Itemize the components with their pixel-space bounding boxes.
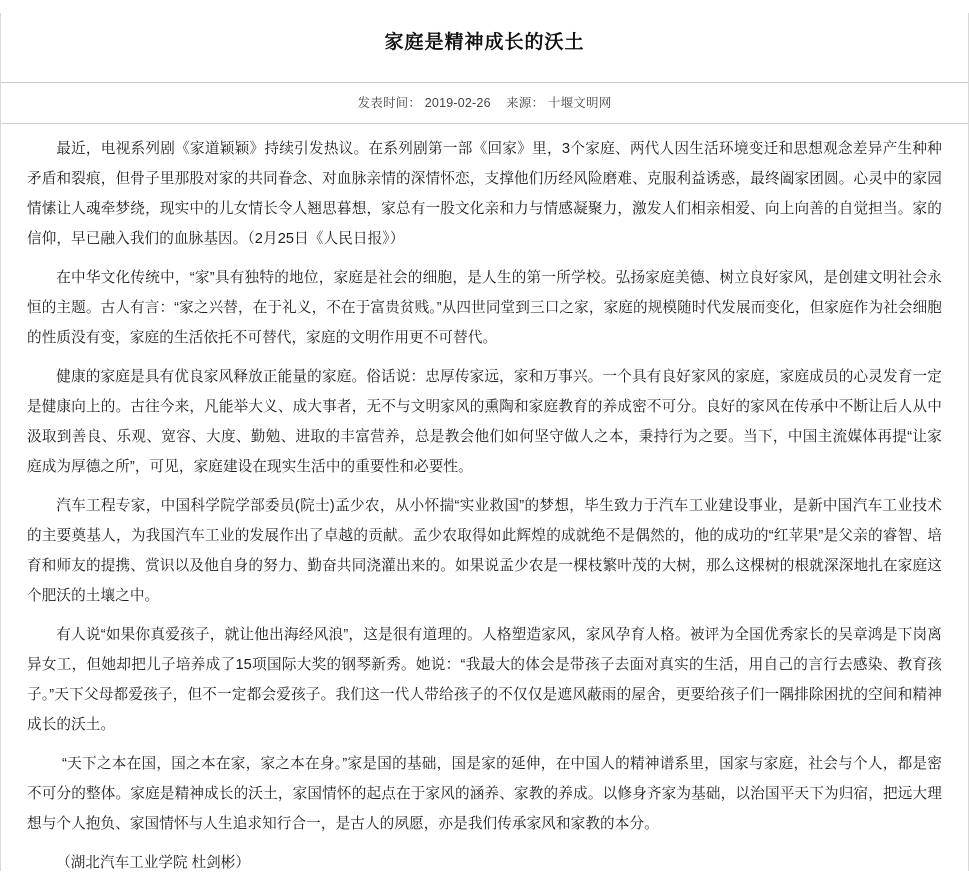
- page-title: 家庭是精神成长的沃土: [384, 31, 585, 53]
- meta-line: [41, 93, 928, 111]
- source-value[interactable]: 十堰文明网: [547, 96, 612, 111]
- article-body: [1, 124, 968, 878]
- article-signature: （湖北汽车工业学院 杜剑彬）: [56, 855, 250, 872]
- paragraph: 在中华文化传统中，“家”具有独特的地位，家庭是社会的细胞，是人生的第一所学校。弘扬家庭美德、树立良好家风，是创建文明社会永恒的主题。古人有言：“家之兴替，在于礼义，不在于富贵贫贱。”从四世同堂到三口之家，家庭的规模随时代发展而变化，但家庭作为社会细胞的性质没有变，家庭的生活依托不可替代，家庭的文明作用更不可替代。: [27, 270, 942, 347]
- source-label: 来源：: [506, 96, 545, 111]
- article-page: [0, 13, 969, 871]
- paragraph: “天下之本在国，国之本在家，家之本在身。”家是国的基础，国是家的延伸，在中国人的精神谱系里，国家与家庭，社会与个人，都是密不可分的整体。家庭是精神成长的沃土，家国情怀的起点在于家风的涵养、家教的养成。以修身齐家为基础，以治国平天下为归宿，把远大理想与个人抱负、家国情怀与人生追求知行合一，是古人的夙愿，亦是我们传承家风和家教的本分。: [27, 756, 942, 833]
- paragraph: 健康的家庭是具有优良家风释放正能量的家庭。俗话说：忠厚传家远，家和万事兴。一个具有良好家风的家庭，家庭成员的心灵发育一定是健康向上的。古往今来，凡能举大义、成大事者，无不与文明家风的熏陶和家庭教育的养成密不可分。良好的家风在传承中不断让后人从中汲取到善良、乐观、宽容、大度、勤勉、进取的丰富营养，总是教会他们如何坚守做人之本，秉持行为之要。当下，中国主流媒体再提“让家庭成为厚德之所”，可见，家庭建设在现实生活中的重要性和必要性。: [27, 369, 942, 476]
- paragraph: 最近，电视系列剧《家道颖颖》持续引发热议。在系列剧第一部《回家》里，3个家庭、两代人因生活环境变迁和思想观念差异产生种种矛盾和裂痕，但骨子里那股对家的共同眷念、对血脉亲情的深情怀恋，支撑他们历经风险磨难、克服利益诱惑，最终阖家团圆。心灵中的家园情愫让人魂牵梦绕，现实中的儿女情长令人翘思暮想，家总有一股文化亲和力与情感凝聚力，激发人们相亲相爱、向上向善的自觉担当。家的信仰，早已融入我们的血脉基因。（2月25日《人民日报》）: [27, 141, 942, 248]
- publish-time-value: 2019-02-26: [424, 96, 491, 111]
- paragraph: 汽车工程专家，中国科学院学部委员(院士)孟少农，从小怀揣“实业救国”的梦想，毕生致力于汽车工业建设事业，是新中国汽车工业技术的主要奠基人，为我国汽车工业的发展作出了卓越的贡献。孟少农取得如此辉煌的成就绝不是偶然的，他的成功的“红苹果”是父亲的睿智、培育和师友的提携、赏识以及他自身的努力、勤奋共同浇灌出来的。如果说孟少农是一棵枝繁叶茂的大树，那么这棵树的根就深深地扎在家庭这个肥沃的土壤之中。: [27, 498, 942, 605]
- article-meta: [1, 82, 968, 123]
- publish-time-label: 发表时间：: [357, 96, 422, 111]
- paragraph: 有人说“如果你真爱孩子，就让他出海经风浪”，这是很有道理的。人格塑造家风，家风孕育人格。被评为全国优秀家长的吴章鸿是下岗离异女工，但她却把儿子培养成了15项国际大奖的钢琴新秀。她说：“我最大的体会是带孩子去面对真实的生活，用自己的言行去感染、教育孩子。”天下父母都爱孩子，但不一定都会爱孩子。我们这一代人带给孩子的不仅仅是遮风蔽雨的屋舍，更要给孩子们一隅排除困扰的空间和精神成长的沃土。: [27, 627, 942, 734]
